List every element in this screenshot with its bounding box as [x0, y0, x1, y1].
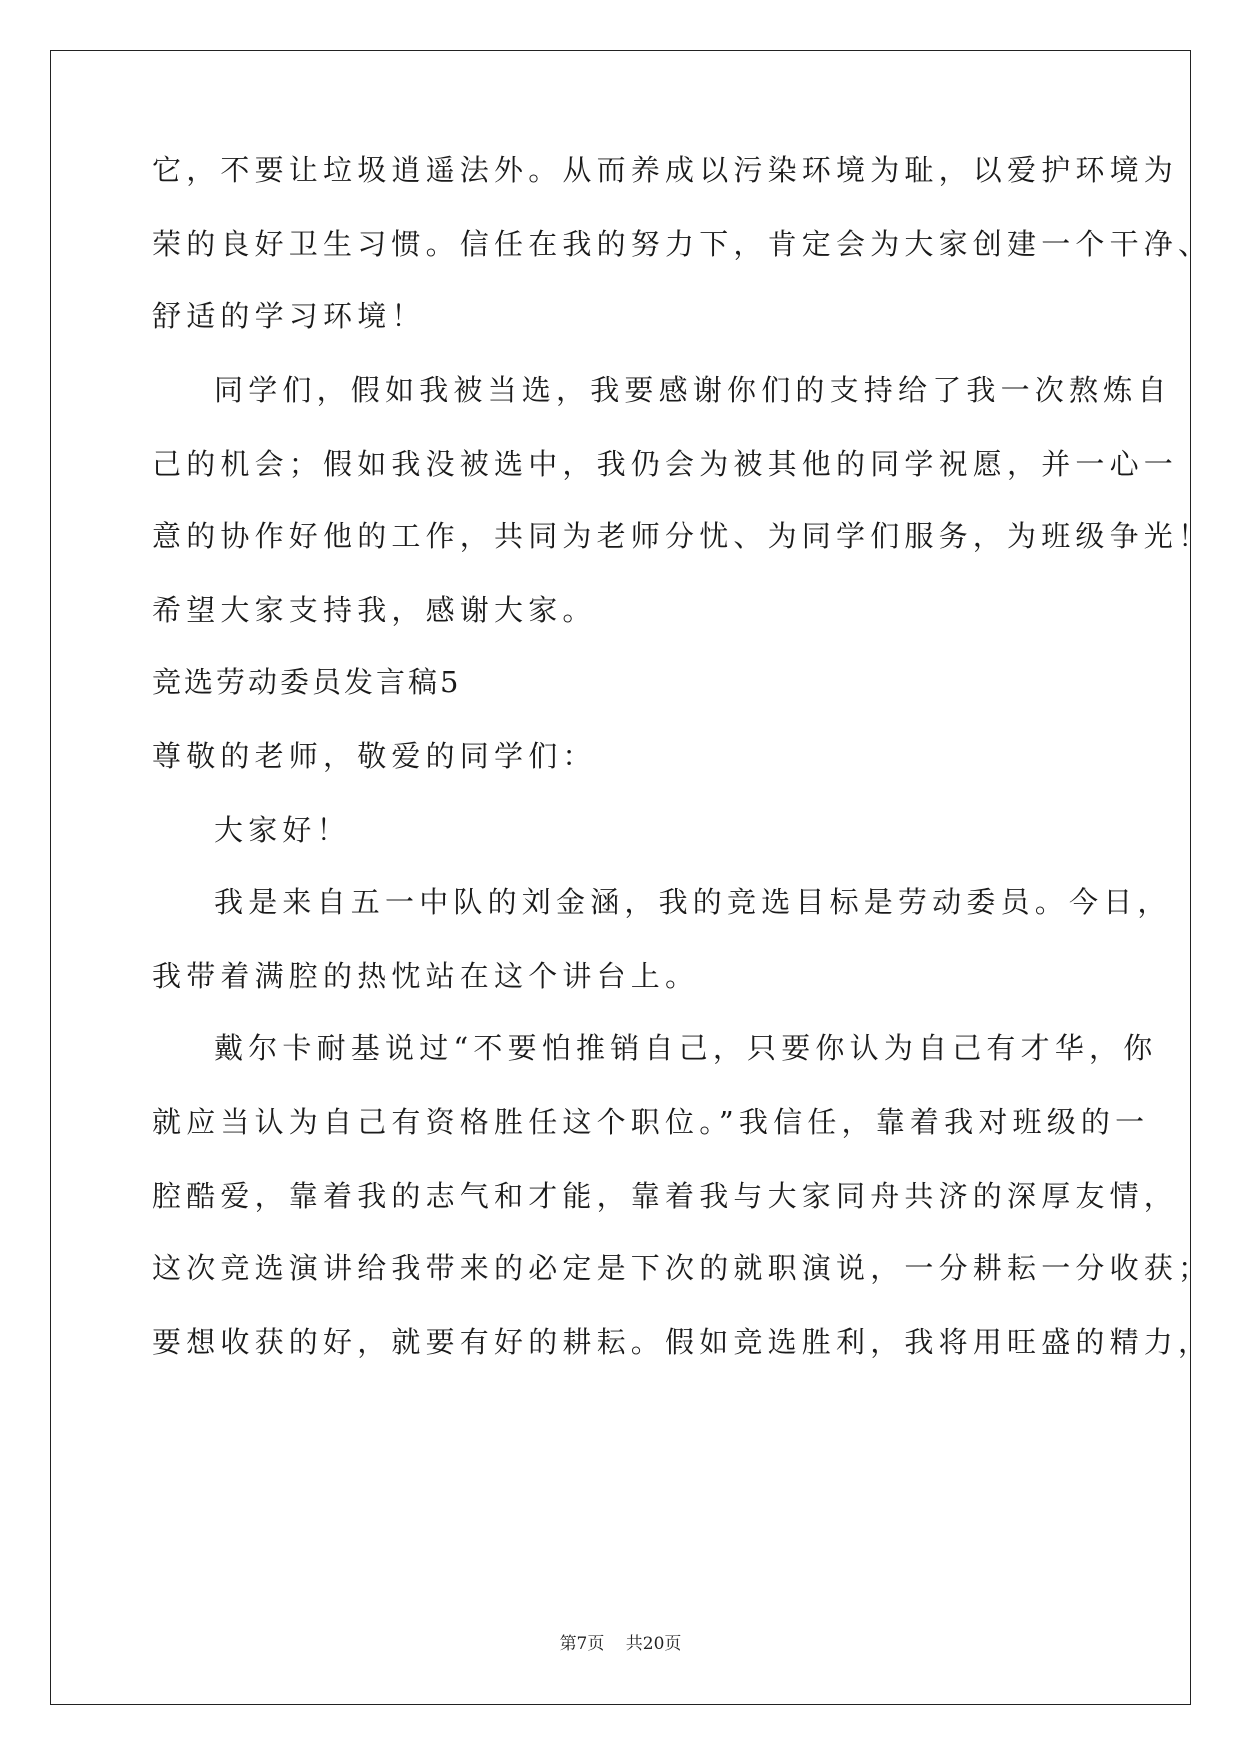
text-line: 意的协作好他的工作，共同为老师分忧、为同学们服务，为班级争光！	[152, 519, 1213, 553]
page-total: 共20页	[625, 1634, 682, 1654]
page-footer	[0, 1634, 1241, 1654]
paragraph-first-line: 戴尔卡耐基说过“不要怕推销自己，只要你认为自己有才华，你	[214, 1031, 1158, 1065]
text-line: 要想收获的好，就要有好的耕耘。假如竞选胜利，我将用旺盛的精力，	[152, 1325, 1213, 1359]
paragraph-first-line: 同学们，假如我被当选，我要感谢你们的支持给了我一次熬炼自	[214, 373, 1172, 407]
text-line: 腔酷爱，靠着我的志气和才能，靠着我与大家同舟共济的深厚友情，	[152, 1179, 1179, 1213]
greeting: 大家好！	[214, 813, 351, 847]
text-line: 这次竞选演讲给我带来的必定是下次的就职演说，一分耕耘一分收获；	[152, 1251, 1213, 1285]
text-line: 它，不要让垃圾逍遥法外。从而养成以污染环境为耻，以爱护环境为	[152, 153, 1179, 187]
text-line: 荣的良好卫生习惯。信任在我的努力下，肯定会为大家创建一个干净、	[152, 227, 1213, 261]
text-line: 己的机会；假如我没被选中，我仍会为被其他的同学祝愿，并一心一	[152, 447, 1179, 481]
text-line: 舒适的学习环境！	[152, 299, 426, 333]
section-title: 竞选劳动委员发言稿5	[152, 665, 462, 699]
salutation: 尊敬的老师，敬爱的同学们：	[152, 739, 597, 773]
text-line: 希望大家支持我，感谢大家。	[152, 593, 597, 627]
text-line: 就应当认为自己有资格胜任这个职位。”我信任，靠着我对班级的一	[152, 1105, 1150, 1139]
page-number: 第7页	[559, 1634, 605, 1654]
text-line: 我带着满腔的热忱站在这个讲台上。	[152, 959, 700, 993]
paragraph-first-line: 我是来自五一中队的刘金涵，我的竞选目标是劳动委员。今日，	[214, 885, 1172, 919]
